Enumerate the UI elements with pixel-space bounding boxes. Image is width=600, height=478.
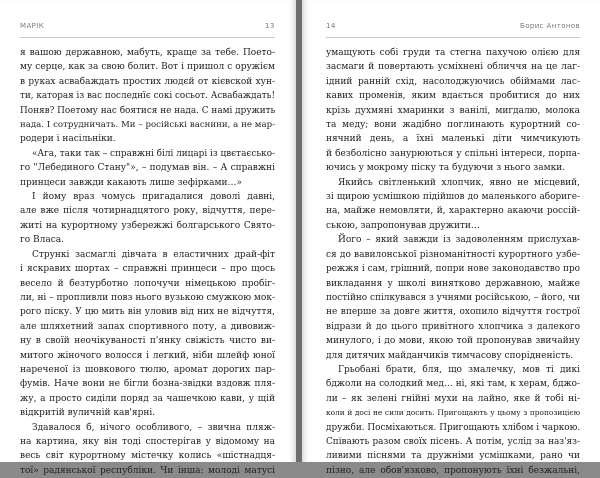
text-line: та меду; вони жадібно поглинають курортний со-: [326, 120, 580, 131]
right-page-text: [326, 46, 580, 478]
text-line: весело й безтурботно лопочучи німецькою пробіг-: [20, 278, 275, 289]
text-line: я вашою державною, мабуть, краще за тебе. Поето-: [20, 48, 275, 58]
text-line: крізь духмяні хмаринки з ванілі, мигдалю, молока: [326, 105, 580, 116]
text-line: жу, а просто сиділи поряд за чашечкою кави, у щій: [20, 393, 275, 404]
text-line: на, майже немовляти, й, характерно акаючи россій-: [326, 206, 580, 217]
text-line: весь світ курортному містечку колись «шістнадця-: [20, 451, 275, 462]
left-page: [0, 0, 296, 476]
text-line: нада. І сотрудничать. Ми – російські васнини, а не мар-: [20, 120, 275, 131]
text-line: й безболісно занурюються у спільні інтереси, порпа-: [326, 148, 580, 159]
text-line: кавих променів, яким вдається пробитися до них: [326, 91, 580, 102]
text-line: Якийсь світленький хлопчик, явно не місцевий,: [338, 177, 580, 188]
text-line: ливими піснями та дружніми усмішками, рано чи: [326, 451, 580, 462]
text-line: для дитячих майданчиків тимчасову спорідненість.: [326, 350, 574, 361]
text-line: рого піску. У цю мить він уловив від них не відчуття,: [20, 307, 275, 318]
text-line: Здавалося б, нічого особливого, – звична пляж-: [32, 422, 275, 433]
text-line: Грьобані брати, бля, що змалечку, мов ті дикі: [338, 364, 580, 375]
text-line: але вже після чотирнадцятого року, відчуття, пере-: [20, 206, 275, 217]
text-line: принцеси завжди какають лише зефірками…»: [20, 177, 243, 188]
text-line: Співають разом своїх пісень. А потім, услід за наз'яз-: [326, 436, 580, 447]
text-line: на картина, яку він тоді спостерігав у відомому на: [20, 436, 275, 447]
text-line: родери і насільніки.: [20, 134, 116, 145]
text-line: Поняв? Поетому нас боятися не нада. С намі дружить: [20, 105, 276, 116]
text-line: відрази й до цього привітного хлопчика з далекого: [326, 321, 580, 332]
text-line: нареченої із шовкового тюлю, аромат дорогих пар-: [20, 364, 275, 375]
text-line: умащують собі груди та стегна пахучою олією для: [326, 48, 580, 58]
text-line: митого жіночого волосся і легкий, ніби шлейф юної: [20, 350, 275, 361]
text-line: ською, запропонував дружити…: [326, 220, 480, 231]
text-line: ючись у мокрому піску та будуючи з нього замки.: [326, 163, 566, 174]
text-line: І йому враз чомусь пригадалися доволі давні,: [32, 192, 275, 203]
text-line: ли, ні – пропливли повз нього вузькою смужкою мок-: [20, 292, 275, 303]
text-line: фумів. Наче вони не бігли бозна-звідки вздовж пля-: [20, 379, 275, 390]
text-line: зі щирою усмішкою підійшов до маленького абориге-: [326, 192, 580, 203]
text-line: ся до вавилонської різноманітності курортного узбе-: [326, 249, 580, 260]
text-line: му серце, как за свою болит. Вот і пришол с оружієм: [20, 62, 275, 73]
text-line: коли й досі не сили досить. Пригощають у цьому з пропозицією: [326, 408, 580, 418]
text-line: ли – як зелені гнійні мухи на лайно, яке й тобі ні-: [326, 393, 580, 404]
text-line: постійно спілкувався з учнями російською, – його, чи: [326, 292, 580, 303]
text-line: тої» радянської республіки. Чи інша: молоді матусі: [20, 465, 275, 476]
text-line: засмаги й повертають усміхнені обличчя на це лаг-: [326, 62, 580, 73]
text-line: викладання у школі винятково державною, майже: [326, 278, 580, 289]
text-line: пізно, але обов'язково, пропонують їхні безжальні,: [326, 465, 580, 476]
text-line: го "Лебединого Стану"», – подумав він. – А справжні: [20, 163, 275, 174]
text-line: не вперше за довге життя, охопило відчуття гострої: [326, 307, 580, 318]
text-line: дружби. Посміхаються. Пригощають хлібом і чаркою.: [326, 422, 581, 433]
text-line: Стрункі засмаглі дівчата в еластичних драй-фіт: [32, 249, 275, 260]
right-page: [302, 0, 600, 476]
text-line: і яскравих шортах – справжні принцеси – про щось: [20, 264, 275, 275]
running-head-left: МАРІК: [20, 22, 45, 30]
text-line: бджоли на солодкий мед… ні, які там, к херам, бджо-: [326, 379, 580, 390]
header-rule-right: [326, 37, 580, 38]
text-line: нячний день, а їхні маленькі діти чимчикують: [326, 134, 580, 145]
page-number-right: 14: [326, 22, 336, 30]
text-line: в руках асвабаждать простих людєй от кієвской хун-: [20, 76, 275, 87]
text-line: житі на курортному узбережжі болгарського Свято-: [20, 220, 275, 231]
text-line: режжя і сам, грішний, попри нове законодавство про: [326, 264, 580, 275]
page-number-left: 13: [265, 22, 275, 30]
text-line: го Власа.: [20, 235, 64, 246]
text-line: ідний ранній схід, насолоджуючись обіймами лас-: [326, 76, 580, 87]
running-head-right: Борис Антонов: [520, 22, 581, 30]
text-line: відкритій вуличній кав'ярні.: [20, 408, 156, 419]
text-line: але шляхетний запах спортивного поту, а дивовиж-: [20, 321, 275, 332]
text-line: минулого, і до мови, якою той пропонував звичайну: [326, 336, 580, 347]
text-line: Його – який завжди із задоволенням прислухав-: [338, 235, 580, 246]
text-line: ти, каторая із вас последнїє сокі сосьот. Асвабаждать!: [20, 91, 275, 102]
left-page-text: [20, 46, 275, 478]
header-rule-left: [20, 37, 275, 38]
text-line: ну в своїй неочікуваності п'янку свіжість чисто ви-: [20, 336, 275, 347]
text-line: «Ага, таки так – справжні білі лицарі із цвєтаєсько-: [32, 148, 276, 159]
